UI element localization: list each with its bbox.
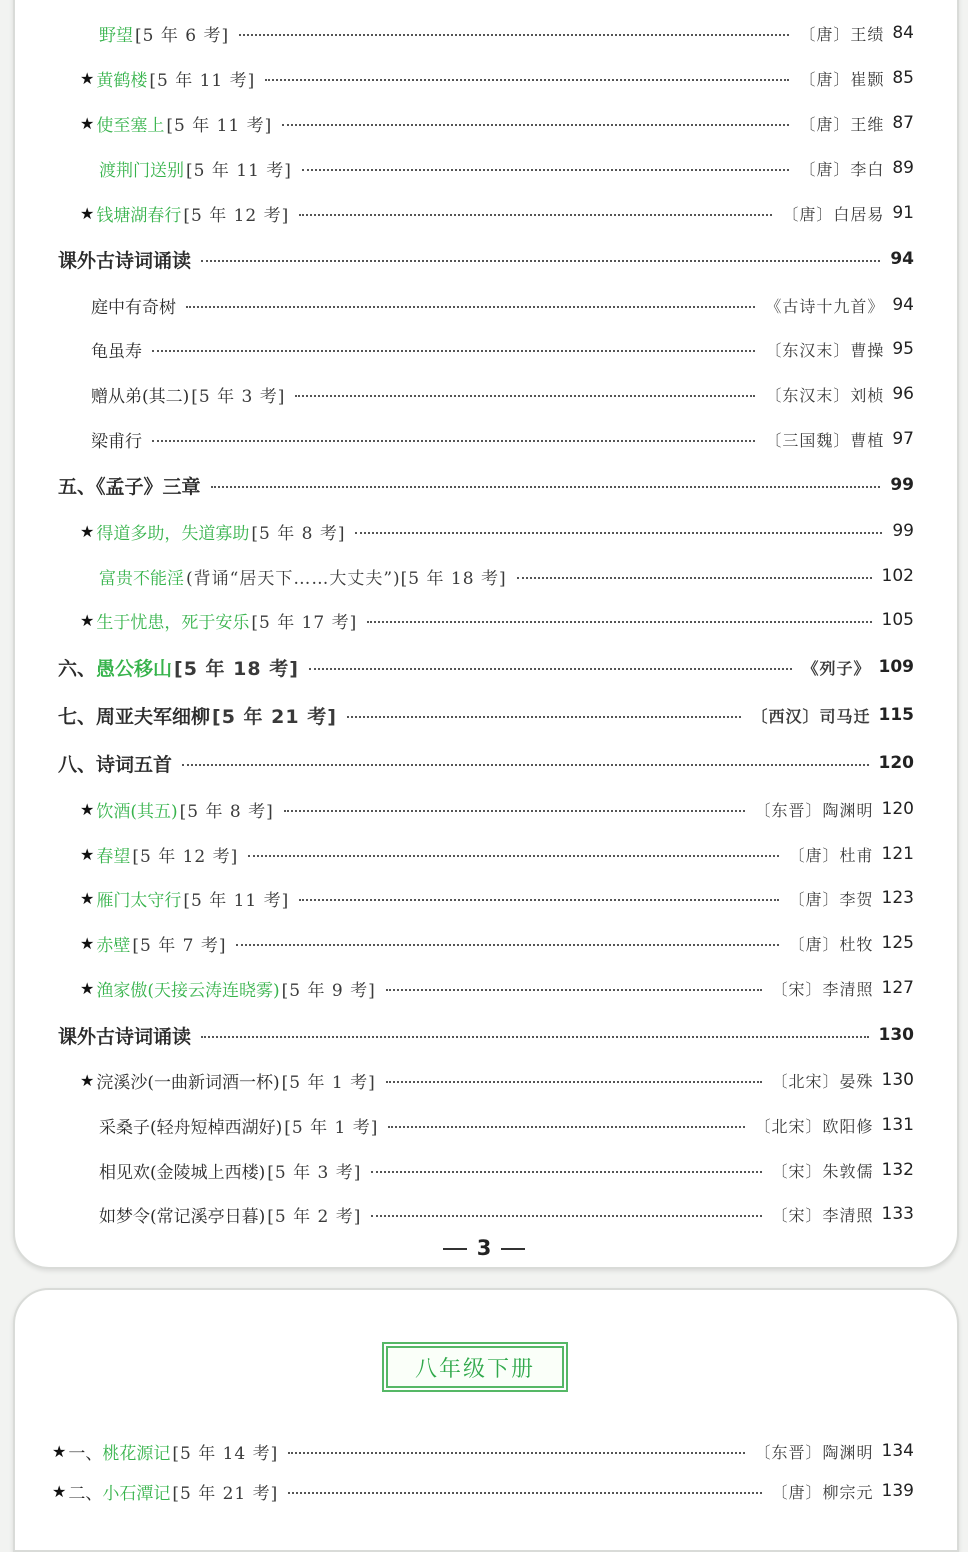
toc-entry-title: 采桑子(轻舟短棹西湖好): [99, 1117, 283, 1138]
toc-entry-title: 龟虽寿: [91, 341, 142, 362]
toc-section-row[interactable]: [58, 748, 914, 778]
dot-leader: [371, 1215, 761, 1217]
dot-leader: [248, 855, 778, 857]
toc-section-row[interactable]: [58, 1020, 914, 1050]
toc-page-number: 94: [892, 295, 914, 315]
toc-entry-author: 〔北宋〕欧阳修: [754, 1116, 874, 1136]
toc-entry-row[interactable]: [91, 334, 914, 364]
toc-page-number: 130: [878, 1025, 914, 1045]
dot-leader: [295, 395, 755, 397]
star-icon: ★: [52, 1441, 67, 1461]
exam-frequency: [5 年 2 考]: [267, 1206, 362, 1227]
toc-entry-author: 〔东晋〕陶渊明: [754, 800, 874, 820]
dot-leader: [288, 1492, 761, 1494]
exam-frequency: [5 年 11 考]: [183, 890, 290, 911]
toc-page-number: 127: [881, 978, 914, 998]
toc-entry-title: 钱塘湖春行: [96, 205, 182, 226]
toc-page-number: 96: [892, 384, 914, 404]
dot-leader: [388, 1126, 744, 1128]
dot-leader: [284, 810, 745, 812]
toc-section-title: 八、诗词五首: [58, 753, 173, 776]
dot-leader: [282, 124, 789, 126]
page-number-dash-left: [443, 1248, 467, 1250]
dot-leader: [347, 716, 742, 718]
toc-entry-author: 《列子》: [802, 658, 871, 678]
toc-entry-author: 〔北宋〕晏殊: [771, 1071, 874, 1091]
exam-frequency: [5 年 11 考]: [149, 70, 256, 91]
dot-leader: [386, 1081, 762, 1083]
dot-leader: [236, 944, 778, 946]
toc-entry-prefix: 二、: [68, 1483, 103, 1504]
toc-entry-author: 《古诗十九首》: [765, 296, 885, 316]
toc-entry-title: 饮酒(其五): [96, 801, 178, 822]
grade-title: 八年级下册: [414, 1356, 535, 1382]
page-number-value: 3: [476, 1236, 492, 1260]
dot-leader: [288, 1452, 744, 1454]
toc-entry-row[interactable]: [80, 839, 914, 869]
toc-entry-row[interactable]: [91, 290, 914, 320]
dot-leader: [239, 34, 789, 36]
toc-page-number: 97: [892, 429, 914, 449]
toc-entry-row[interactable]: [80, 883, 914, 913]
star-icon: ★: [80, 113, 95, 133]
toc-entry-author: 〔唐〕白居易: [782, 204, 885, 224]
toc-entry-title: 如梦令(常记溪亭日暮): [99, 1206, 266, 1227]
exam-frequency: [5 年 11 考]: [186, 160, 292, 181]
dot-leader: [355, 532, 882, 534]
dot-leader: [302, 169, 789, 171]
dot-leader: [201, 1036, 868, 1038]
dot-leader: [201, 260, 880, 262]
toc-page-number: 99: [892, 521, 914, 541]
toc-entry-author: 〔唐〕杜甫: [788, 845, 874, 865]
toc-entry-prefix: 六、: [58, 657, 97, 680]
toc-entry-title: 桃花源记: [102, 1443, 171, 1464]
star-icon: ★: [80, 1070, 95, 1090]
toc-page-number: 139: [881, 1481, 914, 1501]
toc-page-number: 91: [892, 203, 914, 223]
toc-section-row[interactable]: [58, 652, 914, 682]
toc-page-number: 125: [881, 933, 914, 953]
toc-page-number: 85: [892, 68, 914, 88]
toc-entry-title: 相见欢(金陵城上西楼): [99, 1162, 266, 1183]
toc-entry-row[interactable]: [80, 108, 914, 138]
toc-entry-title: 梁甫行: [91, 431, 142, 452]
toc-entry-row[interactable]: [80, 1065, 914, 1095]
star-icon: ★: [80, 203, 95, 223]
toc-page-number: 132: [881, 1160, 914, 1180]
toc-entry-title: 春望: [96, 846, 131, 867]
toc-entry-author: 〔唐〕李贺: [788, 889, 874, 909]
toc-entry-title: 富贵不能淫: [99, 568, 184, 589]
toc-entry-title: 渔家傲(天接云涛连晓雾): [96, 980, 280, 1001]
toc-entry-row[interactable]: [80, 973, 914, 1003]
toc-entry-title: 使至塞上: [96, 115, 165, 136]
dot-leader: [152, 350, 755, 352]
dot-leader: [299, 214, 772, 216]
exam-frequency: [5 年 3 考]: [191, 386, 286, 407]
toc-section-row[interactable]: [58, 470, 914, 500]
toc-section-row[interactable]: [58, 700, 914, 730]
toc-section-title: 愚公移山: [96, 657, 173, 680]
toc-entry-author: 〔东汉末〕曹操: [765, 340, 885, 360]
toc-page-number: 99: [890, 475, 914, 495]
toc-section-title: 七、周亚夫军细柳: [58, 705, 211, 728]
toc-page-number: 95: [892, 339, 914, 359]
toc-page-number: 130: [881, 1070, 914, 1090]
toc-entry-title: 黄鹤楼: [96, 70, 148, 91]
toc-card-lower: [13, 1288, 959, 1552]
toc-page-number: 105: [881, 610, 914, 630]
toc-entry-author: 〔唐〕李白: [799, 159, 885, 179]
toc-entry-row[interactable]: [91, 379, 914, 409]
toc-section-title: 课外古诗词诵读: [58, 249, 192, 272]
exam-frequency: (背诵“居天下……大丈夫”)[5 年 18 考]: [186, 568, 507, 589]
toc-page-number: 87: [892, 113, 914, 133]
toc-entry-row[interactable]: [80, 198, 914, 228]
exam-frequency: [5 年 8 考]: [179, 801, 274, 822]
exam-frequency: [5 年 3 考]: [267, 1162, 362, 1183]
toc-entry-row[interactable]: [99, 1155, 914, 1185]
exam-frequency: [5 年 9 考]: [281, 980, 376, 1001]
toc-entry-author: 〔唐〕王维: [799, 114, 885, 134]
toc-entry-author: 〔宋〕李清照: [771, 979, 874, 999]
toc-entry-author: 〔宋〕朱敦儒: [771, 1161, 874, 1181]
exam-frequency: [5 年 12 考]: [132, 846, 239, 867]
toc-entry-author: 〔唐〕崔颢: [799, 69, 885, 89]
page-number-dash-right: [501, 1248, 525, 1250]
dot-leader: [371, 1171, 761, 1173]
toc-page-number: 120: [881, 799, 914, 819]
star-icon: ★: [80, 888, 95, 908]
toc-entry-row[interactable]: [80, 605, 914, 635]
dot-leader: [517, 577, 872, 579]
dot-leader: [211, 486, 881, 488]
toc-entry-row[interactable]: [80, 63, 914, 93]
toc-entry-title: 得道多助，失道寡助: [96, 523, 250, 544]
toc-page-number: 121: [881, 844, 914, 864]
toc-entry-row[interactable]: [80, 794, 914, 824]
exam-frequency: [5 年 14 考]: [172, 1443, 279, 1464]
toc-entry-author: 〔唐〕王绩: [799, 24, 885, 44]
dot-leader: [309, 668, 793, 670]
exam-frequency: [5 年 1 考]: [281, 1072, 376, 1093]
toc-entry-row[interactable]: [99, 1199, 914, 1229]
toc-page-number: 133: [881, 1204, 914, 1224]
star-icon: ★: [80, 844, 95, 864]
toc-entry-author: 〔唐〕杜牧: [788, 934, 874, 954]
toc-entry-row[interactable]: [99, 561, 914, 591]
toc-entry-title: 渡荆门送别: [99, 160, 184, 181]
star-icon: ★: [52, 1481, 67, 1501]
toc-entry-title: 生于忧患，死于安乐: [96, 612, 250, 633]
exam-frequency: [5 年 21 考]: [172, 1483, 279, 1504]
star-icon: ★: [80, 978, 95, 998]
exam-frequency: [5 年 8 考]: [251, 523, 346, 544]
star-icon: ★: [80, 933, 95, 953]
toc-entry-title: 庭中有奇树: [91, 297, 176, 318]
toc-entry-row[interactable]: [91, 424, 914, 454]
dot-leader: [182, 764, 868, 766]
toc-entry-author: 〔宋〕李清照: [771, 1205, 874, 1225]
toc-page-number: 134: [881, 1441, 914, 1461]
dot-leader: [186, 306, 755, 308]
toc-section-title: 课外古诗词诵读: [58, 1025, 192, 1048]
toc-entry-title: 赠从弟(其二): [91, 386, 190, 407]
toc-entry-row[interactable]: [52, 1476, 914, 1506]
toc-entry-prefix: 一、: [68, 1443, 103, 1464]
dot-leader: [386, 989, 762, 991]
toc-page-number: 84: [892, 23, 914, 43]
toc-entry-title: 赤壁: [96, 935, 131, 956]
toc-entry-author: 〔唐〕柳宗元: [771, 1482, 874, 1502]
exam-frequency: [5 年 11 考]: [166, 115, 273, 136]
toc-entry-row[interactable]: [80, 928, 914, 958]
toc-page-number: 115: [878, 705, 914, 725]
star-icon: ★: [80, 610, 95, 630]
toc-entry-row[interactable]: [80, 516, 914, 546]
star-icon: ★: [80, 521, 95, 541]
toc-section-title: 五、《孟子》三章: [58, 475, 201, 498]
exam-frequency: [5 年 18 考]: [174, 657, 299, 680]
dot-leader: [299, 899, 778, 901]
toc-page-number: 120: [878, 753, 914, 773]
toc-section-row[interactable]: [58, 244, 914, 274]
toc-entry-row[interactable]: [99, 1110, 914, 1140]
toc-entry-title: 浣溪沙(一曲新词酒一杯): [96, 1072, 280, 1093]
toc-page-number: 102: [881, 566, 914, 586]
toc-entry-author: 〔东汉末〕刘桢: [765, 385, 885, 405]
toc-page-number: 123: [881, 888, 914, 908]
exam-frequency: [5 年 7 考]: [132, 935, 227, 956]
dot-leader: [367, 621, 871, 623]
toc-page-number: 94: [890, 249, 914, 269]
dot-leader: [265, 79, 789, 81]
grade-title-box: [386, 1346, 564, 1388]
star-icon: ★: [80, 68, 95, 88]
dot-leader: [152, 440, 755, 442]
page-number: [0, 1236, 968, 1260]
exam-frequency: [5 年 17 考]: [251, 612, 358, 633]
toc-entry-author: 〔东晋〕陶渊明: [754, 1442, 874, 1462]
toc-page-number: 89: [892, 158, 914, 178]
toc-entry-title: 雁门太守行: [96, 890, 182, 911]
toc-page-number: 109: [878, 657, 914, 677]
toc-entry-title: 野望: [99, 25, 133, 46]
exam-frequency: [5 年 1 考]: [284, 1117, 379, 1138]
toc-page-number: 131: [881, 1115, 914, 1135]
exam-frequency: [5 年 12 考]: [183, 205, 290, 226]
toc-entry-row[interactable]: [99, 153, 914, 183]
toc-entry-row[interactable]: [99, 18, 914, 48]
star-icon: ★: [80, 799, 95, 819]
exam-frequency: [5 年 21 考]: [212, 705, 337, 728]
toc-entry-author: 〔西汉〕司马迁: [751, 706, 871, 726]
exam-frequency: [5 年 6 考]: [135, 25, 230, 46]
toc-entry-row[interactable]: [52, 1436, 914, 1466]
toc-entry-title: 小石潭记: [102, 1483, 171, 1504]
toc-entry-author: 〔三国魏〕曹植: [765, 430, 885, 450]
